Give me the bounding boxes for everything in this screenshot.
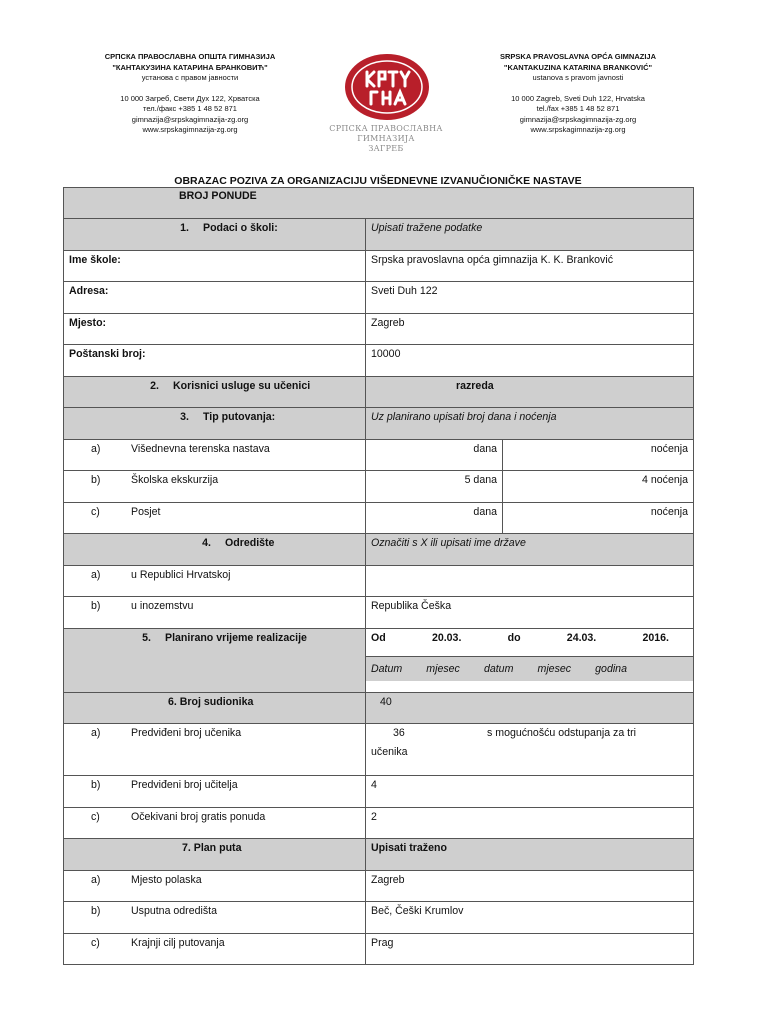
logo-caption-line2: ЗАГРЕБ [368,144,404,153]
terenska-days: dana [366,439,503,471]
hrvatska-label-cell [64,565,366,597]
header-left-line2: "КАНТАКУЗИНА КАТАРИНА БРАНКОВИЋ" [112,62,268,72]
header-right [448,52,708,136]
header-left-line7: www.srpskagimnazija-zg.org [142,125,238,134]
ucitelja-label-cell [64,776,366,808]
section-5-number: 5. [142,631,151,644]
terenska-label: Višednevna terenska nastava [131,442,270,455]
row-krajnji-cilj [64,933,694,965]
section-3-label-cell [64,408,366,440]
usputna-value: Beč, Češki Krumlov [366,902,694,934]
legend-datum-2: datum [483,662,514,675]
section-7-header [64,839,694,871]
hrvatska-label: u Republici Hrvatskoj [131,568,231,581]
section-6-header [64,692,694,724]
ucenika-label-cell [64,724,366,776]
logo-oval [345,54,429,120]
header-left-line3: установа с правом јавности [141,73,239,82]
header-left-line4: 10 000 Загреб, Свети Дух 122, Хрватска [120,93,260,103]
section-1-number: 1. [180,222,189,234]
section-5-row [64,628,694,692]
section-1-header [64,219,694,251]
inozemstvo-value: Republika Češka [366,597,694,629]
row-broj-ucitelja [64,776,694,808]
section-6-value: 40 [366,692,694,724]
postanski-broj-label: Poštanski broj: [64,345,366,377]
ime-skole-value: Srpska pravoslavna opća gimnazija K. K. Branković [366,250,694,282]
usputna-label: Usputna odredišta [131,905,217,917]
ucitelja-letter: b) [91,779,101,791]
mjesto-label: Mjesto: [64,313,366,345]
od-label: Od [371,631,386,644]
cilj-value: Prag [366,933,694,965]
section-3-number: 3. [180,411,189,423]
ucenika-note2: učenika [371,746,408,758]
section-2-value: razreda [366,376,694,408]
row-usputna-odredista [64,902,694,934]
section-7-label: 7. Plan puta [64,839,366,871]
logo-caption [316,124,456,154]
usputna-letter: b) [91,905,101,917]
row-ime-skole [64,250,694,282]
section-4-hint: Označiti s X ili upisati ime države [366,534,694,566]
section-5-label-cell [64,628,366,692]
header-left-line6: gimnazija@srpskagimnazija-zg.org [131,114,249,124]
header-right-line2: "KANTAKUZINA KATARINA BRANKOVIĆ" [503,62,653,72]
row-adresa [64,282,694,314]
adresa-value: Sveti Duh 122 [366,282,694,314]
posjet-letter: c) [91,505,100,518]
hrvatska-letter: a) [91,568,101,581]
inozemstvo-letter: b) [91,600,101,612]
ucenika-letter: a) [91,727,101,739]
header-right-line6: gimnazija@srpskagimnazija-zg.org [519,114,637,124]
section-5-dates-cell [366,628,694,692]
section-4-label-cell [64,534,366,566]
gratis-value: 2 [366,807,694,839]
ucenika-value: 36 [393,727,405,739]
legend-datum-1: Datum [371,662,403,675]
legend-godina: godina [595,662,627,675]
section-1-hint: Upisati tražene podatke [366,219,694,251]
header-right-line4: 10 000 Zagreb, Sveti Duh 122, Hrvatska [511,93,645,103]
row-inozemstvo [64,597,694,629]
section-2-number: 2. [150,379,159,392]
adresa-label: Adresa: [64,282,366,314]
header-right-line7: www.srpskagimnazija-zg.org [530,125,626,134]
section-5-dates [366,629,693,644]
row-terenska-nastava [64,439,694,471]
logo-caption-line1: СРПСКА ПРАВОСЛАВНА ГИМНАЗИЈА [329,124,443,143]
ucitelja-value: 4 [366,776,694,808]
row-postanski-broj [64,345,694,377]
inozemstvo-label: u inozemstvu [131,600,194,612]
ucenika-note: s mogućnošću odstupanja za tri [487,727,636,739]
polaska-value: Zagreb [366,870,694,902]
polaska-label: Mjesto polaska [131,873,202,886]
section-4-number: 4. [202,537,211,549]
section-2-label: Korisnici usluge su učenici [173,379,311,392]
date-to: 24.03. [566,631,597,644]
section-3-hint: Uz planirano upisati broj dana i noćenja [366,408,694,440]
ekskurzija-letter: b) [91,474,101,486]
ucitelja-label: Predviđeni broj učitelja [131,779,238,791]
legend-mjesec-1: mjesec [426,662,460,675]
header-left [60,52,320,136]
section-3-header [64,408,694,440]
section-7-value: Upisati traženo [366,839,694,871]
ucenika-value-cell [366,724,694,776]
section-4-header [64,534,694,566]
section-3-label: Tip putovanja: [203,411,276,423]
header-right-line3: ustanova s pravom javnosti [532,73,624,82]
posjet-label: Posjet [131,505,161,518]
row-mjesto-polaska [64,870,694,902]
year: 2016. [642,631,669,644]
postanski-broj-value: 10000 [366,345,694,377]
row-gratis-ponude [64,807,694,839]
ime-skole-label: Ime škole: [64,250,366,282]
section-1-label-cell [64,219,366,251]
row-republika-hrvatska [64,565,694,597]
row-mjesto [64,313,694,345]
gratis-letter: c) [91,810,100,823]
row-broj-ucenika [64,724,694,776]
ekskurzija-days: 5 dana [366,471,503,503]
document-title: OBRAZAC POZIVA ZA ORGANIZACIJU VIŠEDNEVNE IZVANUČIONIČKE NASTAVE [174,175,582,187]
hrvatska-value [366,565,694,597]
row-broj-ponude [64,188,694,219]
usputna-label-cell [64,902,366,934]
inozemstvo-label-cell [64,597,366,629]
header-left-line1: СРПСКА ПРАВОСЛАВНА ОПШТА ГИМНАЗИЈА [104,52,276,61]
cilj-letter: c) [91,936,100,949]
terenska-label-cell [64,439,366,471]
ekskurzija-label: Školska ekskurzija [131,474,219,486]
broj-ponude-cell: BROJ PONUDE [64,188,694,219]
header-right-line5: tel./fax +385 1 48 52 871 [536,104,620,113]
section-2-label-cell [64,376,366,408]
header-right-line1: SRPSKA PRAVOSLAVNA OPĆA GIMNAZIJA [500,52,656,61]
section-4-label: Odredište [225,537,275,549]
polaska-letter: a) [91,873,101,886]
ekskurzija-nights: 4 noćenja [503,471,694,503]
legend-mjesec-2: mjesec [537,662,572,675]
section-2-header [64,376,694,408]
section-5-legend [366,656,693,681]
terenska-letter: a) [91,442,101,455]
row-posjet [64,502,694,534]
date-from: 20.03. [431,631,462,644]
section-1-label: Podaci o školi: [203,222,278,234]
gratis-label: Očekivani broj gratis ponuda [131,810,266,823]
do-label: do [507,631,521,644]
mjesto-value: Zagreb [366,313,694,345]
row-skolska-ekskurzija [64,471,694,503]
cilj-label-cell [64,933,366,965]
section-5-label: Planirano vrijeme realizacije [165,631,307,644]
ucenika-label: Predviđeni broj učenika [131,727,242,739]
gratis-label-cell [64,807,366,839]
cilj-label: Krajnji cilj putovanja [131,936,225,949]
ekskurzija-label-cell [64,471,366,503]
posjet-label-cell [64,502,366,534]
section-6-label: 6. Broj sudionika [64,692,366,724]
form-table [63,187,694,965]
header-left-line5: тел./факс +385 1 48 52 871 [143,104,237,113]
polaska-label-cell [64,870,366,902]
posjet-days: dana [366,502,503,534]
posjet-nights: noćenja [503,502,694,534]
terenska-nights: noćenja [503,439,694,471]
